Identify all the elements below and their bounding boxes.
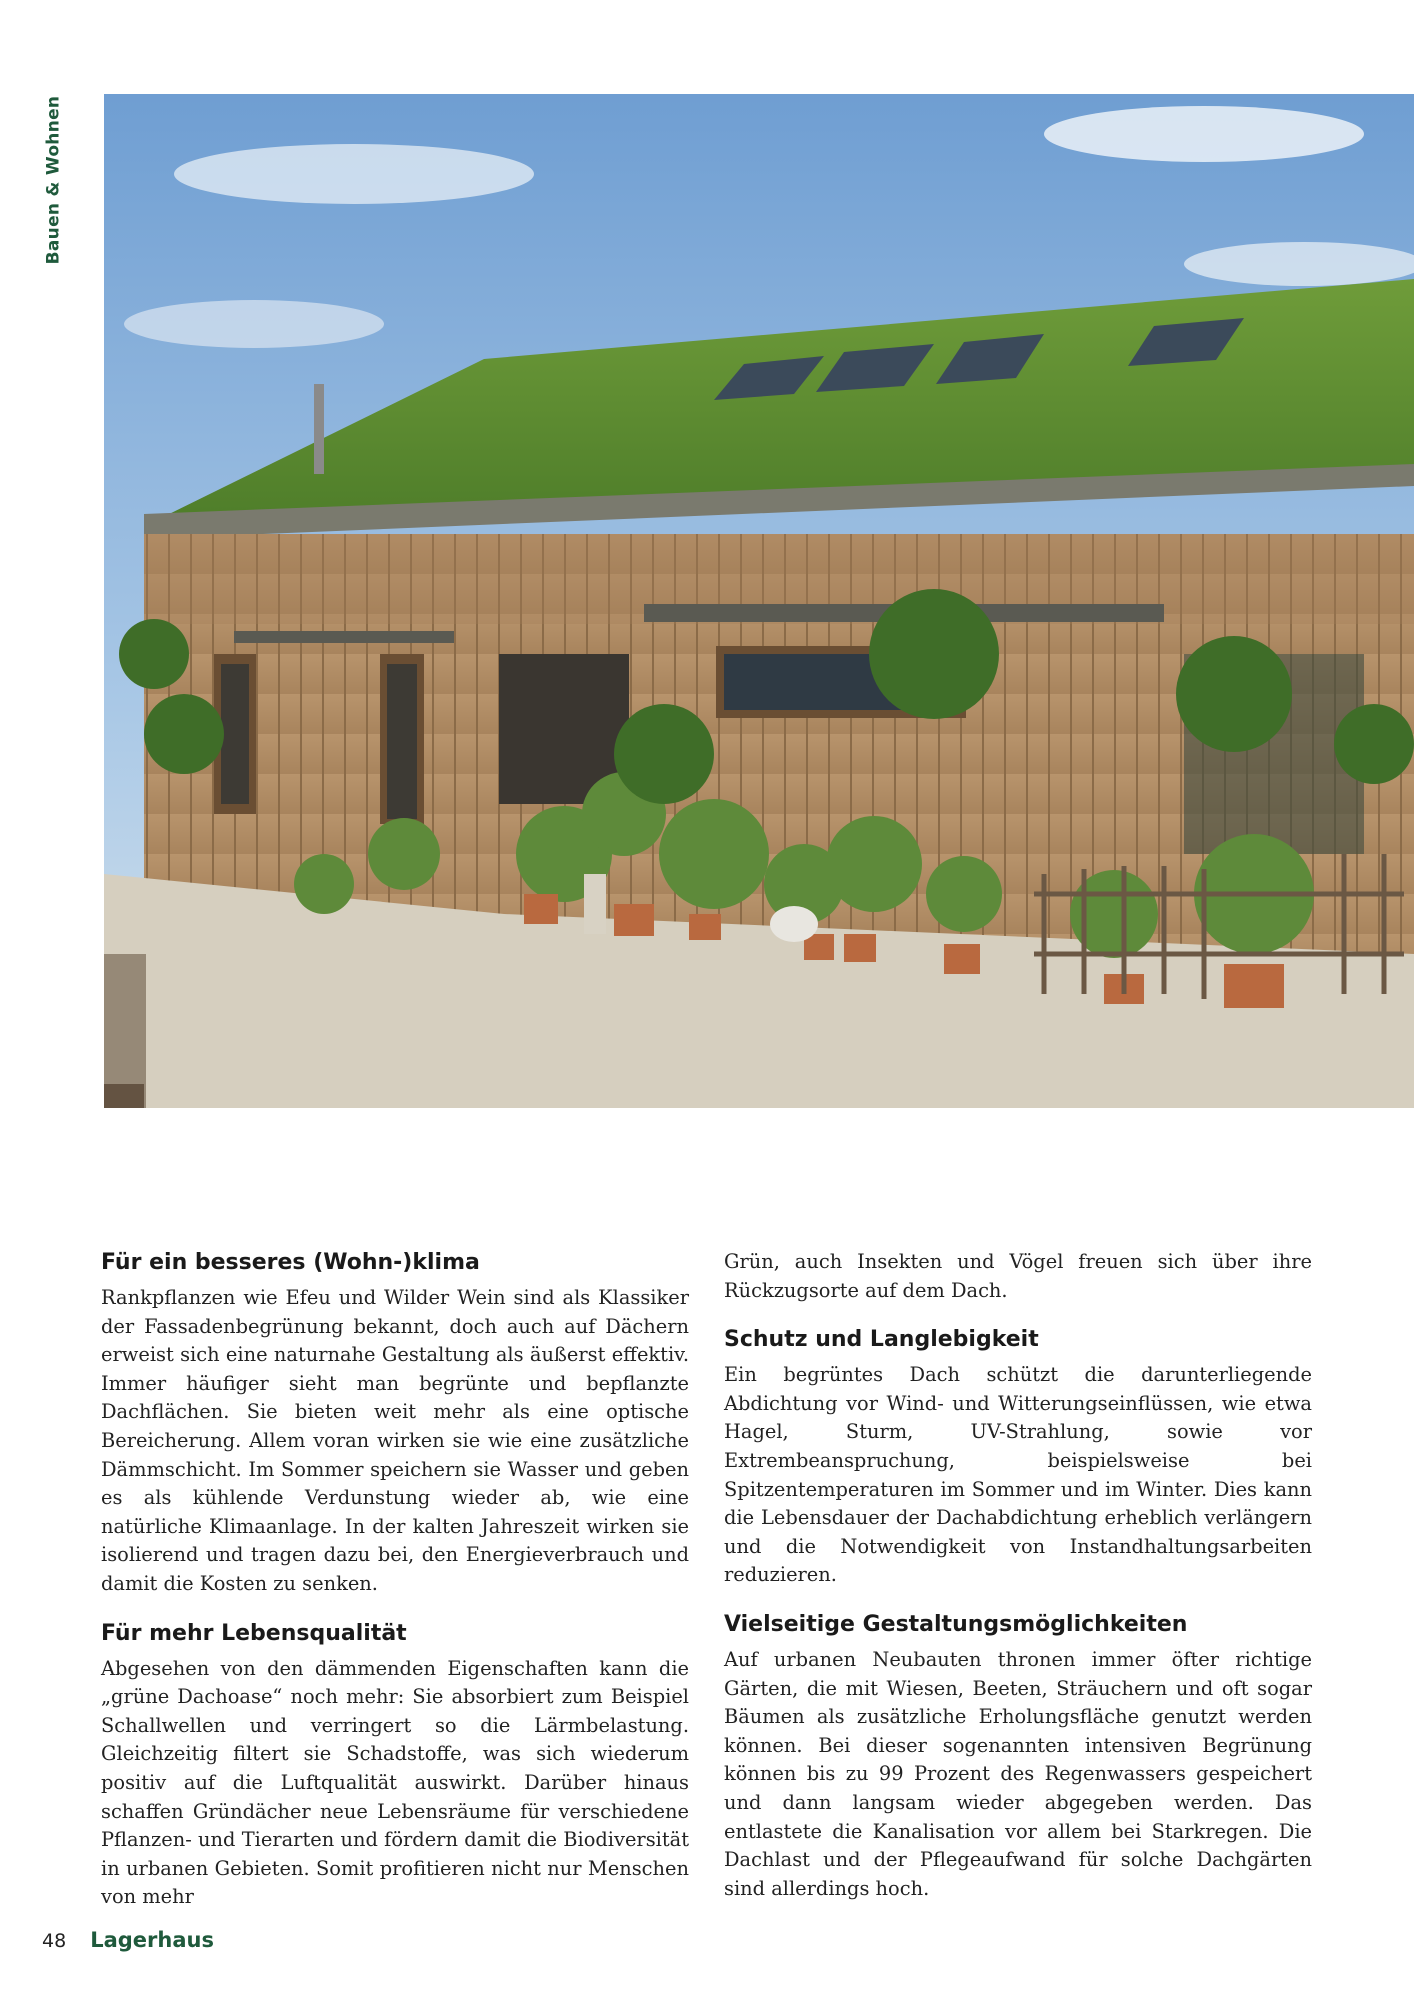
- article-photo: [104, 94, 1414, 1108]
- paragraph-lebensqualitaet: Abgesehen von den dämmenden Eigenschaften kann die „grüne Dachoase“ noch mehr: Sie absorbiert zum Beispiel Schallwellen und verringert so die Lärmbelastung. Gleichzeitig filtert sie Schadstoffe, was sich wiederum positiv auf die Luftqualität auswirkt. Darüber hinaus schaffen Gründächer neue Lebensräume für verschiedene Pflanzen- und Tierarten und fördern damit die Biodiversität in urbanen Gebieten. Somit profitieren nicht nur Menschen von mehr: [101, 1656, 689, 1909]
- heading-wohnklima: Für ein besseres (Wohn-)klima: [101, 1250, 480, 1275]
- page-footer: [42, 1928, 214, 1952]
- heading-lebensqualitaet: Für mehr Lebensqualität: [101, 1620, 407, 1646]
- page-number: 48: [42, 1930, 67, 1952]
- section-label: [40, 95, 66, 265]
- left-column: [101, 1248, 689, 1912]
- right-column: [724, 1248, 1312, 1903]
- magazine-name: Lagerhaus: [90, 1928, 214, 1952]
- heading-schutz: Schutz und Langlebigkeit: [724, 1327, 1039, 1353]
- paragraph-schutz: Ein begrüntes Dach schützt die darunterliegende Abdichtung vor Wind- und Witterungseinflüssen, wie etwa Hagel, Sturm, UV-Strahlung, sowie vor Extrembeanspruchung, beispielsweise bei Spitzentemperaturen im Sommer und im Winter. Dies kann die Lebensdauer der Dachabdichtung erheblich verlängern und die Notwendigkeit von Instandhaltungsarbeiten reduzieren.: [724, 1363, 1312, 1587]
- paragraph-continued: Grün, auch Insekten und Vögel freuen sich über ihre Rückzugsorte auf dem Dach.: [724, 1250, 1312, 1302]
- heading-gestaltung: Vielseitige Gestaltungsmöglichkeiten: [724, 1611, 1188, 1637]
- section-label-text: Bauen & Wohnen: [43, 95, 64, 265]
- photo-green-roof-house: [104, 94, 1414, 1108]
- paragraph-gestaltung: Auf urbanen Neubauten thronen immer öfter richtige Gärten, die mit Wiesen, Beeten, Sträuchern und oft sogar Bäumen als zusätzliche Erholungsfläche genutzt werden können. Bei dieser sogenannten intensiven Begrünung können bis zu 99 Prozent des Regenwassers gespeichert und dann langsam wieder abgegeben werden. Das entlastete die Kanalisation vor allem bei Starkregen. Die Dachlast und der Pflegeaufwand für solche Dachgärten sind allerdings hoch.: [724, 1647, 1312, 1900]
- paragraph-wohnklima: Rankpflanzen wie Efeu und Wilder Wein sind als Klassiker der Fassadenbegrünung bekannt, doch auch auf Dächern erweist sich eine naturnahe Gestaltung als äußerst effektiv. Immer häufiger sieht man begrünte und bepflanzte Dachflächen. Sie bieten weit mehr als eine optische Bereicherung. Allem voran wirken sie wie eine zusätzliche Dämmschicht. Im Sommer speichern sie Wasser und geben es als kühlende Verdunstung wieder ab, wie eine natürliche Klimaanlage. In der kalten Jahreszeit wirken sie isolierend und tragen dazu bei, den Energieverbrauch und damit die Kosten zu senken.: [101, 1286, 689, 1595]
